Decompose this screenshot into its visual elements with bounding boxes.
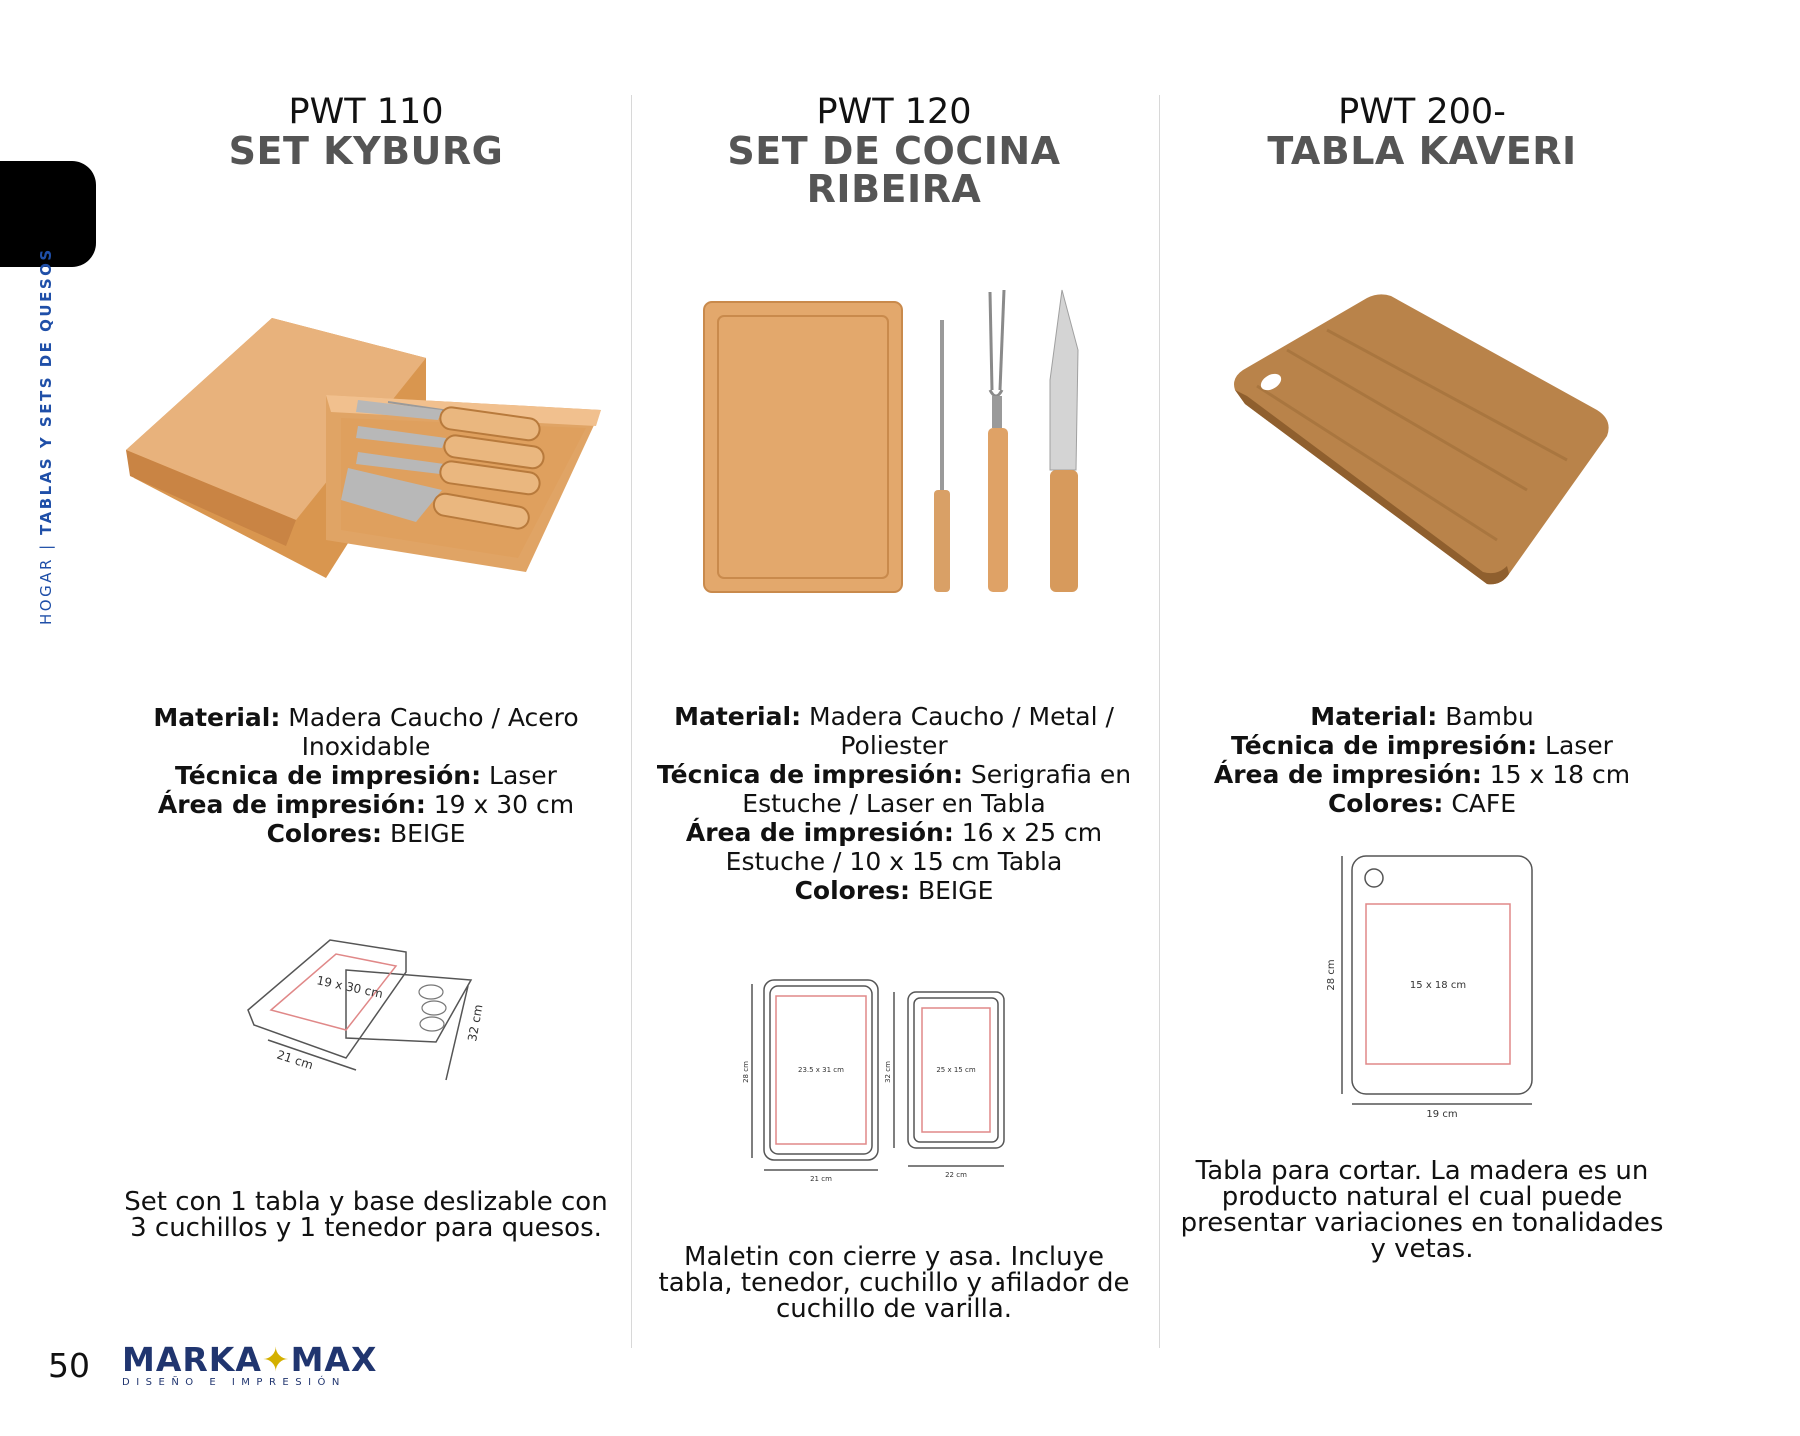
product-description: Set con 1 tabla y base deslizable con 3 cuchillos y 1 tenedor para quesos.	[124, 1187, 608, 1243]
spec-material: Material: Madera Caucho / Metal / Poliester	[674, 702, 1114, 760]
spec-material: Material: Madera Caucho / Acero Inoxidable	[153, 703, 579, 761]
spec-print-area: Área de impresión: 19 x 30 cm	[157, 790, 575, 819]
spec-print-technique: Técnica de impresión: Serigrafia en Estuche / Laser en Tabla	[656, 760, 1132, 818]
spec-colors: Colores: BEIGE	[794, 876, 994, 905]
section-name: HOGAR	[37, 557, 55, 625]
board-height-dimension: 32 cm	[884, 1061, 892, 1083]
width-dimension: 19 cm	[1426, 1109, 1458, 1120]
product-name-line: SET KYBURG	[228, 129, 504, 173]
product-card-pwt110	[106, 0, 626, 1300]
product-name-line: SET DE COCINA	[727, 129, 1061, 173]
star-icon: ✦	[261, 1340, 291, 1379]
spec-print-technique: Técnica de impresión: Laser	[1231, 731, 1613, 760]
board-width-dimension: 22 cm	[945, 1171, 967, 1179]
brand-name-right: MAX	[290, 1340, 378, 1379]
cheese-board-set-photo	[126, 300, 606, 590]
product-name-line: TABLA KAVERI	[1267, 129, 1577, 173]
spec-colors: Colores: CAFE	[1327, 789, 1517, 818]
product-name	[106, 129, 626, 173]
product-code: PWT 120	[816, 92, 972, 132]
case-height-dimension: 28 cm	[742, 1061, 750, 1083]
product-description: Maletin con cierre y asa. Incluye tabla, tenedor, cuchillo y afilador de cuchillo de varilla.	[658, 1242, 1130, 1324]
product-specs	[106, 703, 626, 848]
print-area-dimension: 15 x 18 cm	[1409, 980, 1467, 991]
kitchen-knife-set-photo	[700, 290, 1100, 600]
product-card-pwt120	[634, 0, 1154, 1340]
product-description: Tabla para cortar. La madera es un producto natural el cual puede presentar variaciones en tonalidades y vetas.	[1180, 1156, 1664, 1264]
product-specs	[1162, 702, 1682, 818]
spec-material: Material: Bambu	[1310, 702, 1534, 731]
column-divider	[631, 95, 632, 1348]
spec-colors: Colores: BEIGE	[266, 819, 466, 848]
product-specs	[634, 702, 1154, 905]
column-divider	[1159, 95, 1160, 1348]
width-dimension: 21 cm	[275, 1047, 315, 1073]
product-code: PWT 110	[288, 92, 444, 132]
product-code: PWT 200-	[1338, 92, 1506, 132]
height-dimension: 28 cm	[1326, 959, 1337, 991]
brand-logo	[122, 1340, 378, 1388]
technical-drawing	[246, 930, 496, 1090]
spec-print-technique: Técnica de impresión: Laser	[175, 761, 557, 790]
product-name-line: RIBEIRA	[806, 167, 982, 211]
product-name	[634, 129, 1154, 211]
print-area-dimension: 19 x 30 cm	[315, 973, 385, 1001]
spec-print-area: Área de impresión: 15 x 18 cm	[1213, 760, 1631, 789]
height-dimension: 32 cm	[465, 1003, 486, 1043]
spec-print-area: Área de impresión: 16 x 25 cm Estuche / 10 x 15 cm Tabla	[685, 818, 1103, 876]
product-card-pwt200	[1162, 0, 1682, 1300]
technical-drawing	[1322, 852, 1542, 1122]
case-width-dimension: 21 cm	[810, 1175, 832, 1183]
bamboo-cutting-board-photo	[1227, 290, 1627, 590]
brand-tagline: DISEÑO E IMPRESIÓN	[122, 1377, 346, 1388]
board-print-area-dimension: 25 x 15 cm	[936, 1066, 976, 1074]
section-vertical-label	[37, 247, 55, 625]
case-print-area-dimension: 23.5 x 31 cm	[798, 1066, 844, 1074]
product-name	[1162, 129, 1682, 173]
section-separator: |	[37, 542, 55, 550]
brand-name-left: MARKA	[122, 1340, 262, 1379]
technical-drawing	[744, 972, 1044, 1182]
category-name: TABLAS Y SETS DE QUESOS	[37, 247, 55, 535]
page-number: 50	[48, 1346, 90, 1385]
